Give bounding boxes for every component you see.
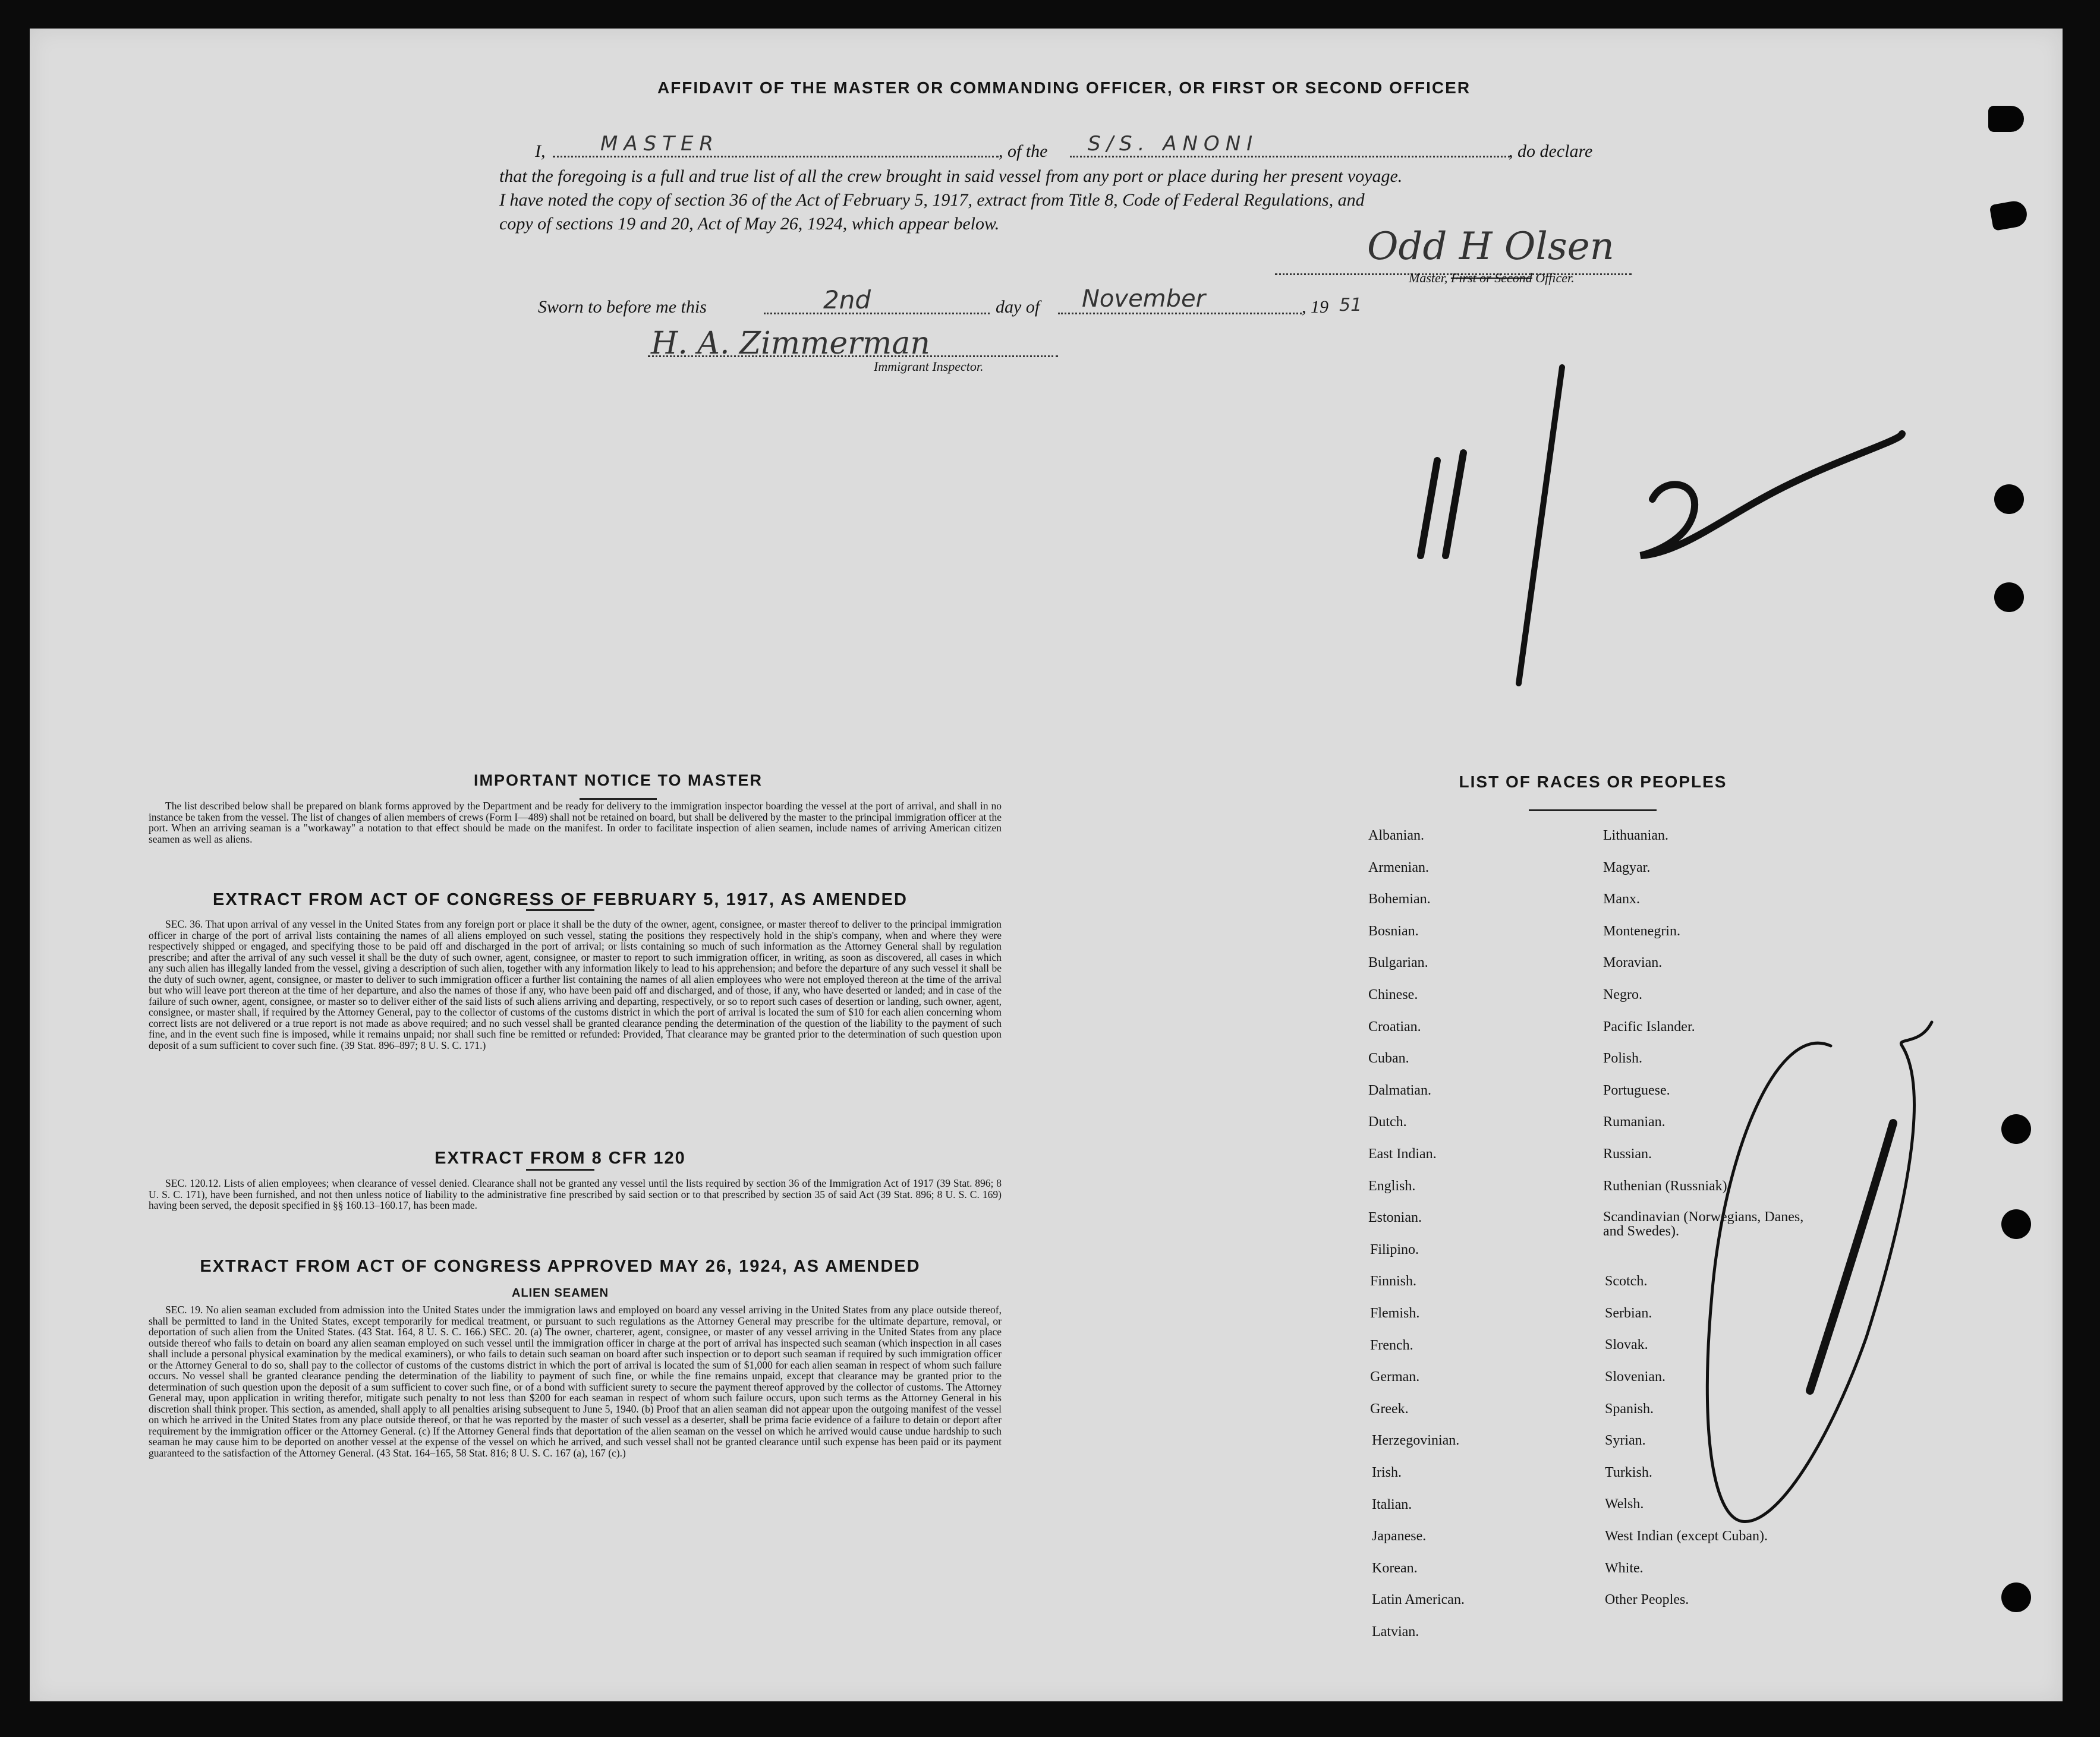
race-item: Slovak. [1605, 1337, 1648, 1353]
races-title-rule [1529, 809, 1657, 811]
inspector-caption: Immigrant Inspector. [874, 359, 984, 374]
race-item: East Indian. [1368, 1146, 1437, 1162]
race-item: Armenian. [1368, 859, 1429, 875]
date-mark-stroke-1 [1421, 461, 1437, 556]
race-item: French. [1370, 1337, 1413, 1353]
master-caption-end: Officer. [1532, 270, 1575, 285]
affidavit-line1-middle: , of the [999, 141, 1048, 161]
race-item: Syrian. [1605, 1433, 1646, 1449]
race-item: Scandinavian (Norwegians, Danes, and Swedes). [1603, 1209, 1804, 1240]
sworn-day-handwritten: 2nd [823, 285, 871, 314]
circled-one-stroke [1810, 1123, 1893, 1391]
affidavit-title: AFFIDAVIT OF THE MASTER OR COMMANDING OFFICER, OR FIRST OR SECOND OFFICER [657, 78, 1471, 97]
race-item: Korean. [1372, 1560, 1418, 1576]
race-item: Cuban. [1368, 1051, 1409, 1067]
struck-caption-text: First or Second [1450, 270, 1532, 285]
affidavit-line1-suffix: , do declare [1509, 141, 1593, 161]
race-item: English. [1368, 1178, 1416, 1194]
race-item: Herzegovinian. [1372, 1433, 1460, 1449]
race-item: Other Peoples. [1605, 1592, 1689, 1608]
race-item: Negro. [1603, 987, 1642, 1003]
sworn-month-handwritten: November [1082, 285, 1206, 313]
sworn-prefix: Sworn to before me this [538, 297, 707, 317]
race-item: Filipino. [1370, 1241, 1419, 1257]
race-item: Serbian. [1605, 1305, 1652, 1321]
race-item: Montenegrin. [1603, 923, 1680, 939]
master-caption-text: Master, [1409, 270, 1451, 285]
race-item: Slovenian. [1605, 1369, 1665, 1385]
extract-cfr-body: SEC. 120.12. Lists of alien employees; when clearance of vessel denied. Clearance shall not be granted any vessel until the lists required by section 36 of the Immigration Act of 1917 (39 Stat. 896; 8 U. S. C. 171), have been furnished, and not then unless notice of liability to the administrative fine prescribed by said section or to that prescribed by section 35 of said Act (39 Stat. 896; 8 U. S. C. 169) having been served, the deposit specified in §§ 160.13–160.17, has been made. [149, 1177, 1002, 1211]
race-item: Bulgarian. [1368, 955, 1428, 971]
race-item: Greek. [1370, 1401, 1409, 1417]
affidavit-line1-prefix: I, [535, 141, 546, 161]
race-item: Finnish. [1370, 1273, 1417, 1290]
officer-title-handwritten: MASTER [600, 132, 720, 156]
sworn-middle: day of [996, 297, 1040, 317]
race-item: Pacific Islander. [1603, 1019, 1695, 1035]
race-item: Portuguese. [1603, 1082, 1670, 1098]
race-item: Latvian. [1372, 1624, 1419, 1640]
race-item: Estonian. [1368, 1210, 1422, 1226]
extract-1917-rule [526, 909, 594, 911]
race-item: Dutch. [1368, 1114, 1407, 1130]
notice-body: The list described below shall be prepared on blank forms approved by the Department and be ready for delivery to the immigration inspector boarding the vessel at the port of arrival, and shall in no instance be taken from the vessel. The list of changes of alien members of crews (Form I—489) shall not be retained on board, but shall be delivered by the master to the principal immigration officer at the port. When an arriving seaman is a "workaway" a notation to that effect should be made on the manifest. In order to facilitate inspection of alien seamen, include names of arriving American citizen seamen as well as aliens. [149, 800, 1002, 845]
race-item: West Indian (except Cuban). [1605, 1528, 1768, 1544]
race-item: Lithuanian. [1603, 828, 1668, 843]
race-item: Turkish. [1605, 1464, 1652, 1480]
race-item: Irish. [1372, 1465, 1402, 1480]
race-item: Welsh. [1605, 1496, 1644, 1512]
inspector-signature: H. A. Zimmerman [651, 326, 930, 361]
extract-1924-body: SEC. 19. No alien seaman excluded from admission into the United States under the immigration laws and employed on board any vessel arriving in the United States from any place outside thereof, shall be permitted to land in the United States, except temporarily for medical treatment, or pursuant to such regulations as the Attorney General may prescribe for the ultimate departure, removal, or deportation of such alien from the United States. (43 Stat. 164, 8 U. S. C. 166.) SEC. 20. (a) The owner, charterer, agent, consignee, or master of any vessel arriving in the United States from any place outside thereof who fails to detain on board any alien seaman employed on such vessel until the immigration officer in charge at the port of arrival has inspected such seaman (which inspection in all cases shall include a personal physical examination by the medical examiners), or who fails to detain such seaman on board after such inspection or to deport such seaman if required by such immigration officer or the Attorney General to do so, shall pay to the collector of customs of the customs district in which the port of arrival is located the sum of $1,000 for each alien seaman in respect of whom such failure occurs. No vessel shall be granted clearance pending the determination of the liability to payment of such fine, or while the fine remains unpaid, except that clearance may be granted prior to the determination of such question upon the deposit of a sum sufficient to cover such fine, or of a bond with sufficient surety to secure the payment thereof approved by the collector of customs. The Attorney General may, upon application in writing therefor, mitigate such penalty to not less than $200 for each seaman in respect of whom such failure occurs, upon such terms as the Attorney General in his discretion shall think proper. This section, as amended, shall apply to all penalties arising subsequent to June 5, 1940. (b) Proof that an alien seaman did not appear upon the outgoing manifest of the vessel on which he arrived in the United States from any place outside thereof, or that he was reported by the master of such vessel as a deserter, shall be prima facie evidence of a failure to detain or deport after requirement by the immigration officer or the Attorney General. (c) If the Attorney General finds that deportation of the alien seaman on the vessel on which he arrived would cause undue hardship to such seaman he may cause him to be deported on another vessel at the expense of the vessel on which he arrived, and such vessel shall not be granted clearance until such expense has been paid or its payment guaranteed to the satisfaction of the Attorney General. (43 Stat. 164–165, 58 Stat. 816; 8 U. S. C. 167 (a), 167 (c).) [149, 1304, 1002, 1459]
race-item: Latin American. [1372, 1592, 1465, 1608]
races-title: LIST OF RACES OR PEOPLES [1459, 773, 1727, 791]
affidavit-line4: copy of sections 19 and 20, Act of May 26, 1924, which appear below. [499, 214, 1000, 234]
affidavit-line2: that the foregoing is a full and true list of all the crew brought in said vessel from any port or place during her present voyage. [499, 166, 1403, 186]
race-item: Moravian. [1603, 955, 1663, 971]
affidavit-line3: I have noted the copy of section 36 of the Act of February 5, 1917, extract from Title 8, Code of Federal Regulations, and [499, 190, 1365, 210]
sworn-year-prefix: , 19 [1302, 297, 1328, 317]
notice-title: IMPORTANT NOTICE TO MASTER [474, 771, 763, 789]
race-item: Chinese. [1368, 987, 1418, 1003]
race-item: Spanish. [1605, 1401, 1654, 1417]
extract-1924-subtitle: ALIEN SEAMEN [511, 1287, 609, 1300]
race-item: Bohemian. [1368, 891, 1431, 907]
date-mark-slash [1519, 367, 1562, 683]
extract-cfr-rule [526, 1169, 594, 1171]
race-item: Magyar. [1603, 859, 1651, 875]
master-signature: Odd H Olsen [1367, 225, 1614, 269]
race-item: Dalmatian. [1368, 1082, 1431, 1098]
extract-cfr-title: EXTRACT FROM 8 CFR 120 [435, 1149, 686, 1168]
race-item: Polish. [1603, 1051, 1643, 1067]
race-item: Scotch. [1605, 1273, 1648, 1290]
extract-1917-title: EXTRACT FROM ACT OF CONGRESS OF FEBRUARY 5, 1917, AS AMENDED [213, 890, 908, 909]
race-item: Russian. [1603, 1146, 1652, 1162]
race-item: Japanese. [1372, 1528, 1427, 1544]
race-item: German. [1370, 1369, 1420, 1385]
race-item: Italian. [1372, 1496, 1412, 1512]
sworn-year-handwritten: 51 [1339, 295, 1362, 316]
race-item: Ruthenian (Russniak). [1603, 1178, 1731, 1194]
extract-1924-title: EXTRACT FROM ACT OF CONGRESS APPROVED MAY 26, 1924, AS AMENDED [200, 1257, 921, 1276]
extract-1917-body: SEC. 36. That upon arrival of any vessel in the United States from any foreign port or place it shall be the duty of the owner, agent, consignee, or master thereof to deliver to the principal immigration officer in charge of the port of arrival lists containing the names of all aliens employed on such vessel, stating the positions they respectively hold in the ship's company, when and where they were respectively shipped or engaged, and specifying those to be paid off and discharged in the port of arrival; or lists containing so much of such information as the Attorney General shall by regulation prescribe; and after the arrival of any such vessel it shall be the duty of such owner, agent, consignee, or master to report to such immigration officer, in writing, as soon as discovered, all cases in which any such alien has illegally landed from the vessel, giving a description of such alien, together with any information likely to lead to his apprehension; and before the departure of any such vessel it shall be the duty of such owner, agent, consignee, or master to deliver to such immigration officer a further list containing the names of all alien employees who were not employed thereon at the time of the arrival but who will leave port thereon at the time of her departure, and also the names of those if any, who have been paid off and discharged, and of those, if any, who have deserted or landed; and in case of the failure of such owner, agent, consignee, or master so to deliver either of the said lists of such aliens arriving and departing, respectively, or so to report such cases of desertion or landing, such owner, agent, consignee, or master shall, if required by the Attorney General, pay to the collector of customs of the customs district in which the port of arrival is located the sum of $10 for each alien concerning whom correct lists are not delivered or a true report is not made as above required; and no such vessel shall be granted clearance pending the determination of the question of the liability to the payment of such fine, and in the event such fine is imposed, while it remains unpaid; nor shall such fine be remitted or refunded: Provided, That clearance may be granted prior to the determination of such question upon deposit of a sum sufficient to cover such fine. (39 Stat. 896–897; 8 U. S. C. 171.) [149, 918, 1002, 1051]
race-item: Flemish. [1370, 1306, 1420, 1321]
vessel-name-handwritten: S/S. ANONI [1088, 132, 1259, 156]
race-item: Croatian. [1368, 1019, 1421, 1035]
race-item: Bosnian. [1368, 923, 1419, 939]
race-item: White. [1605, 1560, 1644, 1576]
race-item: Albanian. [1368, 828, 1424, 843]
race-item: Rumanian. [1603, 1114, 1665, 1130]
date-mark-two [1641, 434, 1902, 556]
date-mark-stroke-2 [1446, 453, 1463, 556]
race-item: Manx. [1603, 891, 1640, 907]
circle-mark [1707, 1022, 1932, 1521]
